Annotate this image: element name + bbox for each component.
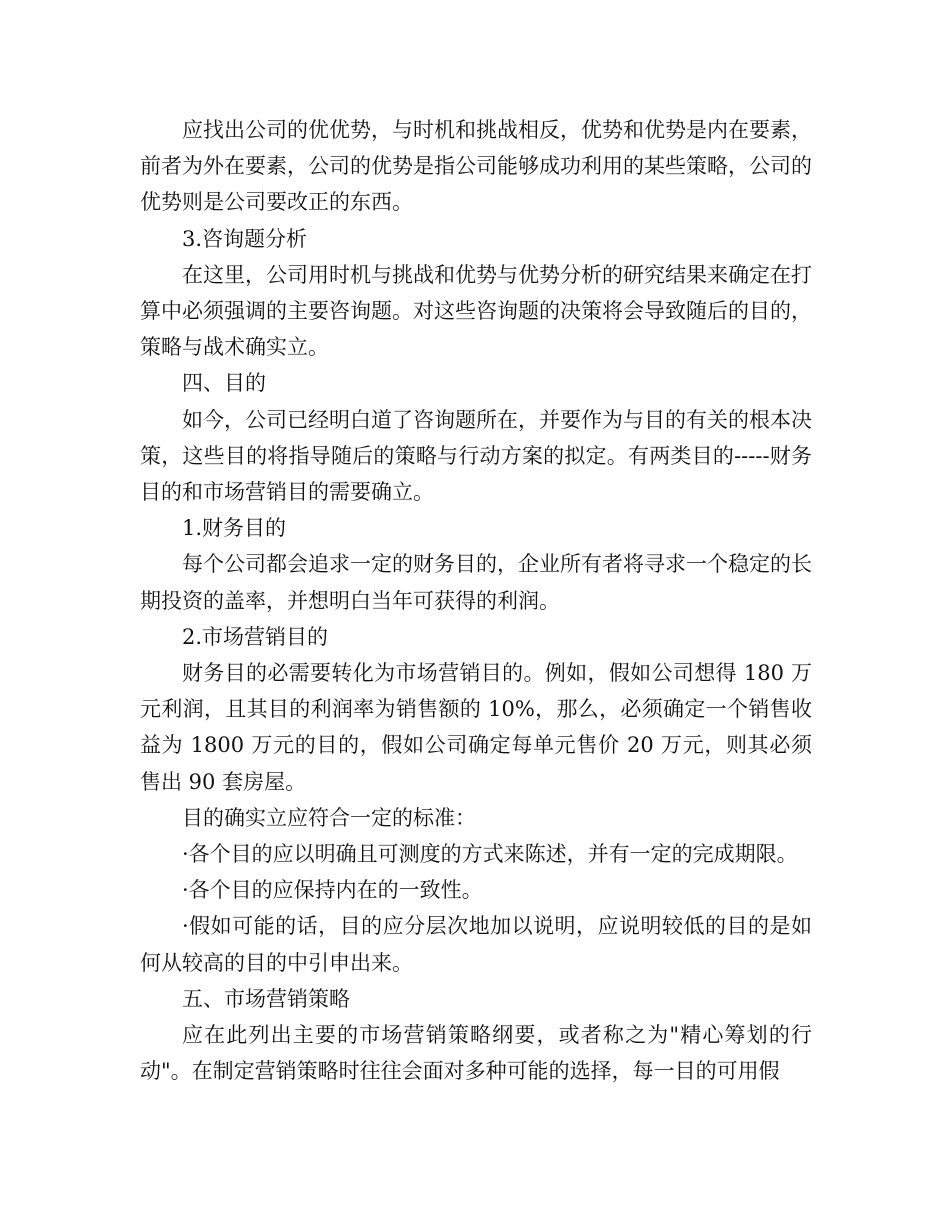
paragraph-objective-standards: 目的确实立应符合一定的标准： bbox=[182, 805, 476, 830]
heading-objectives: 四、目的 bbox=[182, 371, 266, 396]
document-body bbox=[140, 112, 812, 1089]
heading-issue-analysis: 3.咨询题分析 bbox=[182, 226, 308, 251]
paragraph-strengths: 应找出公司的优优势，与时机和挑战相反，优势和优势是内在要素，前者为外在要素，公司的优势是指公司能够成功利用的某些策略，公司的优势则是公司要改正的东西。 bbox=[140, 118, 812, 215]
bullet-item-measurable: ·各个目的应以明确且可测度的方式来陈述，并有一定的完成期限。 bbox=[182, 842, 798, 867]
paragraph-marketing-strategy: 应在此列出主要的市场营销策略纲要，或者称之为"精心筹划的行动"。在制定营销策略时往往会面对多种可能的选择，每一目的可用假 bbox=[140, 1023, 812, 1084]
heading-marketing-objectives: 2.市场营销目的 bbox=[182, 624, 329, 649]
paragraph-marketing-objectives: 财务目的必需要转化为市场营销目的。例如，假如公司想得 180 万元利润，且其目的利润率为销售额的 10%，那么，必须确定一个销售收益为 1800 万元的目的，假如公司确定每单元售价 20 万元，则其必须售出 90 套房屋。 bbox=[140, 661, 812, 794]
paragraph-objectives: 如今，公司已经明白道了咨询题所在，并要作为与目的有关的根本决策，这些目的将指导随后的策略与行动方案的拟定。有两类目的-----财务目的和市场营销目的需要确立。 bbox=[140, 407, 812, 505]
paragraph-financial-objectives: 每个公司都会追求一定的财务目的，企业所有者将寻求一个稳定的长期投资的盖率，并想明白当年可获得的利润。 bbox=[140, 552, 812, 613]
paragraph-issue-analysis: 在这里，公司用时机与挑战和优势与优势分析的研究结果来确定在打算中必须强调的主要咨询题。对这些咨询题的决策将会导致随后的目的，策略与战术确实立。 bbox=[140, 262, 812, 360]
heading-marketing-strategy: 五、市场营销策略 bbox=[182, 986, 350, 1011]
bullet-item-consistency: ·各个目的应保持内在的一致性。 bbox=[182, 878, 483, 903]
heading-financial-objectives: 1.财务目的 bbox=[182, 516, 287, 541]
bullet-item-hierarchy: ·假如可能的话，目的应分层次地加以说明，应说明较低的目的是如何从较高的目的中引申出来。 bbox=[140, 914, 812, 975]
